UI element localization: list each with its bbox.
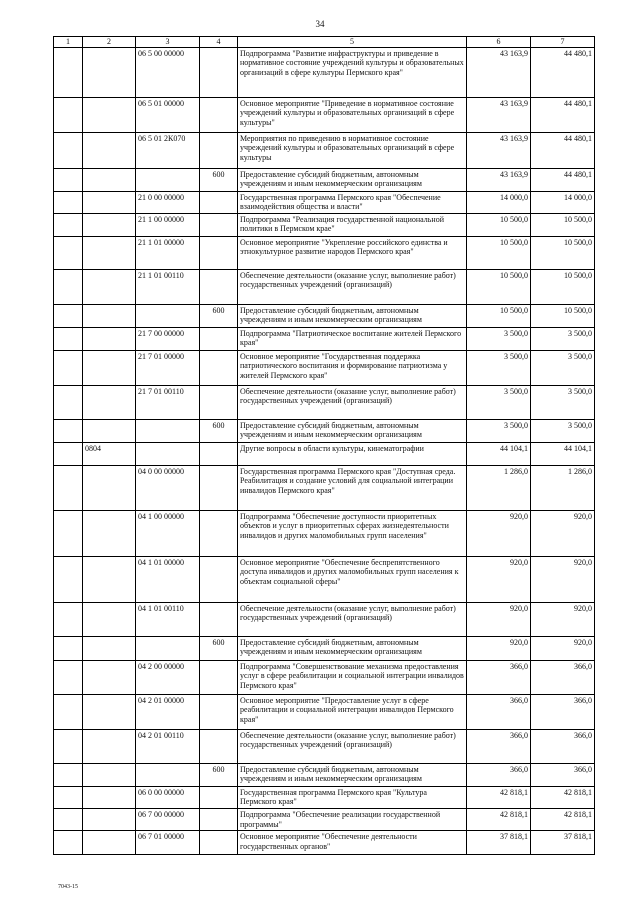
amount-2018-cell: 43 163,9 [467,47,531,97]
table-row [54,465,595,510]
amount-2019-cell: 366,0 [531,660,595,694]
expense-type-cell [200,510,238,556]
amount-2019-cell: 3 500,0 [531,385,595,419]
amount-2018-cell: 10 500,0 [467,236,531,269]
subsection-cell [83,97,136,132]
section-cell [54,556,83,602]
amount-2019-cell: 366,0 [531,694,595,729]
section-cell [54,442,83,465]
amount-2018-cell: 43 163,9 [467,97,531,132]
section-cell [54,304,83,327]
amount-2018-cell: 43 163,9 [467,132,531,168]
target-article-cell [136,763,200,786]
name-cell: Основное мероприятие "Обеспечение деятельности государственных органов" [238,831,467,855]
amount-2019-cell: 44 480,1 [531,97,595,132]
name-cell: Основное мероприятие "Приведение в нормативное состояние учреждений культуры и образовательных организаций в сфере культуры" [238,97,467,132]
section-cell [54,385,83,419]
col-header-5: 5 [238,37,467,48]
amount-2018-cell: 10 500,0 [467,213,531,236]
name-cell: Основное мероприятие "Предоставление услуг в сфере реабилитации и социальной интеграции инвалидов Пермского края" [238,694,467,729]
target-article-cell: 06 5 01 2К070 [136,132,200,168]
subsection-cell [83,729,136,763]
subsection-cell [83,636,136,660]
amount-2018-cell: 42 818,1 [467,786,531,808]
name-cell: Мероприятия по приведению в нормативное состояние учреждений культуры и образовательных организаций в сфере культуры [238,132,467,168]
target-article-cell [136,442,200,465]
expense-type-cell [200,213,238,236]
section-cell [54,97,83,132]
name-cell: Подпрограмма "Совершенствование механизма предоставления услуг в сфере реабилитации и социальной интеграции инвалидов Пермского края" [238,660,467,694]
table-row [54,636,595,660]
subsection-cell [83,763,136,786]
table-row [54,729,595,763]
expense-type-cell [200,831,238,855]
amount-2019-cell: 44 480,1 [531,168,595,191]
expense-type-cell [200,729,238,763]
section-cell [54,350,83,385]
expense-type-cell [200,269,238,304]
expense-type-cell [200,442,238,465]
amount-2018-cell: 366,0 [467,660,531,694]
name-cell: Государственная программа Пермского края "Обеспечение взаимодействия общества и власти" [238,191,467,213]
section-cell [54,465,83,510]
target-article-cell: 04 2 00 00000 [136,660,200,694]
expense-type-cell [200,236,238,269]
name-cell: Подпрограмма "Обеспечение доступности приоритетных объектов и услуг в приоритетных сферах жизнедеятельности инвалидов и других маломобильных групп населения" [238,510,467,556]
subsection-cell [83,47,136,97]
target-article-cell: 04 0 00 00000 [136,465,200,510]
name-cell: Подпрограмма "Обеспечение реализации государственной программы" [238,808,467,830]
table-row [54,510,595,556]
expense-type-cell [200,191,238,213]
expense-type-cell [200,465,238,510]
table-row [54,419,595,442]
expense-type-cell: 600 [200,636,238,660]
subsection-cell [83,419,136,442]
expense-type-cell [200,327,238,350]
table-row [54,168,595,191]
col-header-7: 7 [531,37,595,48]
name-cell: Государственная программа Пермского края "Культура Пермского края" [238,786,467,808]
amount-2018-cell: 366,0 [467,763,531,786]
section-cell [54,168,83,191]
table-row [54,660,595,694]
section-cell [54,808,83,830]
target-article-cell [136,419,200,442]
expense-type-cell [200,132,238,168]
section-cell [54,327,83,350]
amount-2018-cell: 44 104,1 [467,442,531,465]
amount-2018-cell: 366,0 [467,729,531,763]
expense-type-cell [200,385,238,419]
amount-2019-cell: 10 500,0 [531,269,595,304]
subsection-cell [83,510,136,556]
table-row [54,442,595,465]
expense-type-cell [200,602,238,636]
section-cell [54,694,83,729]
name-cell: Предоставление субсидий бюджетным, автономным учреждениям и иным некоммерческим организациям [238,636,467,660]
section-cell [54,729,83,763]
target-article-cell: 04 2 01 00110 [136,729,200,763]
amount-2019-cell: 37 818,1 [531,831,595,855]
section-cell [54,236,83,269]
subsection-cell [83,269,136,304]
amount-2018-cell: 3 500,0 [467,350,531,385]
col-header-6: 6 [467,37,531,48]
subsection-cell: 0804 [83,442,136,465]
target-article-cell: 04 2 01 00000 [136,694,200,729]
amount-2019-cell: 14 000,0 [531,191,595,213]
name-cell: Подпрограмма "Развитие инфраструктуры и приведение в нормативное состояние учреждений культуры и образовательных организаций в сфере культуры Пермского края" [238,47,467,97]
table-row [54,786,595,808]
subsection-cell [83,236,136,269]
subsection-cell [83,660,136,694]
name-cell: Основное мероприятие "Обеспечение беспрепятственного доступа инвалидов и других маломобильных групп населения к объектам социальной сферы" [238,556,467,602]
page-number: 34 [315,19,325,29]
expense-type-cell [200,97,238,132]
amount-2019-cell: 3 500,0 [531,419,595,442]
table-row [54,47,595,97]
amount-2018-cell: 14 000,0 [467,191,531,213]
amount-2019-cell: 366,0 [531,729,595,763]
name-cell: Обеспечение деятельности (оказание услуг, выполнение работ) государственных учреждений (организаций) [238,269,467,304]
subsection-cell [83,350,136,385]
name-cell: Предоставление субсидий бюджетным, автономным учреждениям и иным некоммерческим организациям [238,304,467,327]
target-article-cell: 21 1 01 00110 [136,269,200,304]
target-article-cell: 06 7 01 00000 [136,831,200,855]
target-article-cell: 06 0 00 00000 [136,786,200,808]
name-cell: Обеспечение деятельности (оказание услуг, выполнение работ) государственных учреждений (организаций) [238,385,467,419]
section-cell [54,419,83,442]
expense-type-cell [200,808,238,830]
amount-2018-cell: 43 163,9 [467,168,531,191]
subsection-cell [83,602,136,636]
subsection-cell [83,786,136,808]
amount-2018-cell: 37 818,1 [467,831,531,855]
amount-2018-cell: 3 500,0 [467,385,531,419]
target-article-cell: 21 1 01 00000 [136,236,200,269]
name-cell: Предоставление субсидий бюджетным, автономным учреждениям и иным некоммерческим организациям [238,763,467,786]
table-row [54,191,595,213]
name-cell: Государственная программа Пермского края "Доступная среда. Реабилитация и создание условий для социальной интеграции инвалидов Пермского края" [238,465,467,510]
section-cell [54,191,83,213]
table-row [54,304,595,327]
amount-2019-cell: 44 104,1 [531,442,595,465]
table-row [54,236,595,269]
amount-2019-cell: 3 500,0 [531,327,595,350]
subsection-cell [83,191,136,213]
target-article-cell: 06 5 00 00000 [136,47,200,97]
table-row [54,694,595,729]
amount-2018-cell: 920,0 [467,510,531,556]
amount-2018-cell: 10 500,0 [467,304,531,327]
amount-2018-cell: 1 286,0 [467,465,531,510]
subsection-cell [83,831,136,855]
table-row [54,763,595,786]
name-cell: Предоставление субсидий бюджетным, автономным учреждениям и иным некоммерческим организациям [238,419,467,442]
amount-2018-cell: 366,0 [467,694,531,729]
amount-2019-cell: 920,0 [531,602,595,636]
target-article-cell: 04 1 00 00000 [136,510,200,556]
table-row [54,269,595,304]
amount-2019-cell: 1 286,0 [531,465,595,510]
expense-type-cell: 600 [200,168,238,191]
table-row [54,132,595,168]
subsection-cell [83,213,136,236]
section-cell [54,269,83,304]
target-article-cell [136,636,200,660]
col-header-4: 4 [200,37,238,48]
table-row [54,385,595,419]
section-cell [54,831,83,855]
name-cell: Основное мероприятие "Государственная поддержка патриотического воспитания и формирование патриотизма у жителей Пермского края" [238,350,467,385]
table-row [54,602,595,636]
expense-type-cell [200,694,238,729]
subsection-cell [83,465,136,510]
amount-2019-cell: 3 500,0 [531,350,595,385]
amount-2019-cell: 920,0 [531,510,595,556]
name-cell: Основное мероприятие "Укрепление российского единства и этнокультурное развитие народов Пермского края" [238,236,467,269]
table-row [54,350,595,385]
target-article-cell: 04 1 01 00110 [136,602,200,636]
name-cell: Предоставление субсидий бюджетным, автономным учреждениям и иным некоммерческим организациям [238,168,467,191]
expense-type-cell [200,556,238,602]
table-row [54,97,595,132]
col-header-1: 1 [54,37,83,48]
amount-2018-cell: 3 500,0 [467,419,531,442]
target-article-cell: 21 7 01 00110 [136,385,200,419]
amount-2018-cell: 920,0 [467,602,531,636]
name-cell: Подпрограмма "Патриотическое воспитание жителей Пермского края" [238,327,467,350]
table-row [54,831,595,855]
section-cell [54,213,83,236]
subsection-cell [83,556,136,602]
subsection-cell [83,168,136,191]
section-cell [54,636,83,660]
target-article-cell [136,168,200,191]
section-cell [54,132,83,168]
subsection-cell [83,304,136,327]
subsection-cell [83,132,136,168]
section-cell [54,786,83,808]
table-row [54,213,595,236]
amount-2019-cell: 10 500,0 [531,236,595,269]
amount-2018-cell: 920,0 [467,556,531,602]
target-article-cell [136,304,200,327]
name-cell: Другие вопросы в области культуры, кинематографии [238,442,467,465]
section-cell [54,763,83,786]
target-article-cell: 06 5 01 00000 [136,97,200,132]
amount-2018-cell: 920,0 [467,636,531,660]
amount-2018-cell: 42 818,1 [467,808,531,830]
subsection-cell [83,385,136,419]
name-cell: Обеспечение деятельности (оказание услуг, выполнение работ) государственных учреждений (организаций) [238,602,467,636]
target-article-cell: 04 1 01 00000 [136,556,200,602]
target-article-cell: 21 7 00 00000 [136,327,200,350]
amount-2019-cell: 42 818,1 [531,786,595,808]
expense-type-cell [200,47,238,97]
target-article-cell: 21 7 01 00000 [136,350,200,385]
target-article-cell: 21 1 00 00000 [136,213,200,236]
expense-type-cell: 600 [200,763,238,786]
header-row [54,37,595,48]
target-article-cell: 21 0 00 00000 [136,191,200,213]
amount-2018-cell: 3 500,0 [467,327,531,350]
expense-type-cell [200,350,238,385]
table-row [54,556,595,602]
col-header-2: 2 [83,37,136,48]
col-header-3: 3 [136,37,200,48]
section-cell [54,47,83,97]
budget-table [53,36,595,855]
amount-2018-cell: 10 500,0 [467,269,531,304]
expense-type-cell: 600 [200,419,238,442]
amount-2019-cell: 920,0 [531,556,595,602]
amount-2019-cell: 920,0 [531,636,595,660]
subsection-cell [83,694,136,729]
subsection-cell [83,327,136,350]
table-row [54,327,595,350]
name-cell: Подпрограмма "Реализация государственной национальной политики в Пермском крае" [238,213,467,236]
section-cell [54,660,83,694]
amount-2019-cell: 10 500,0 [531,213,595,236]
footer-code: 7043-15 [58,884,78,890]
section-cell [54,510,83,556]
target-article-cell: 06 7 00 00000 [136,808,200,830]
table-row [54,808,595,830]
section-cell [54,602,83,636]
name-cell: Обеспечение деятельности (оказание услуг, выполнение работ) государственных учреждений (организаций) [238,729,467,763]
expense-type-cell [200,660,238,694]
amount-2019-cell: 42 818,1 [531,808,595,830]
amount-2019-cell: 10 500,0 [531,304,595,327]
subsection-cell [83,808,136,830]
amount-2019-cell: 44 480,1 [531,47,595,97]
expense-type-cell: 600 [200,304,238,327]
expense-type-cell [200,786,238,808]
amount-2019-cell: 44 480,1 [531,132,595,168]
amount-2019-cell: 366,0 [531,763,595,786]
